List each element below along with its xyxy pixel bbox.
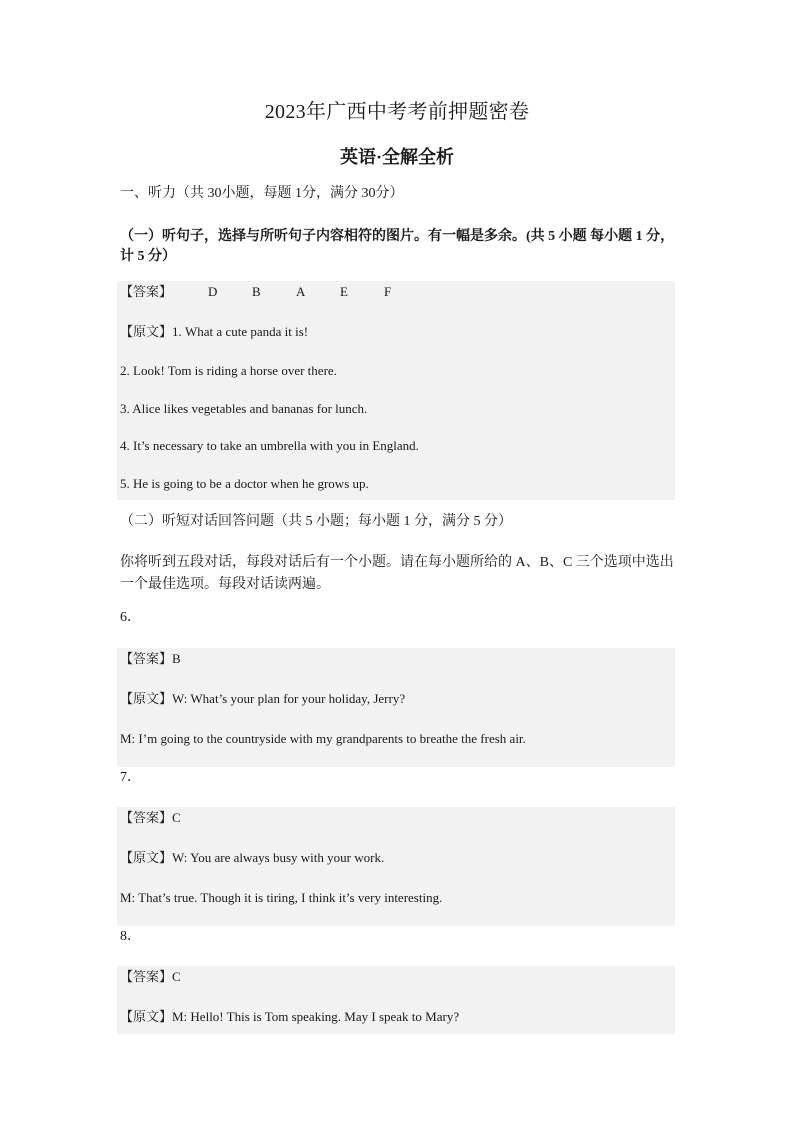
question-number: 6． <box>120 610 141 625</box>
part1-heading-line2: 计 5 分） <box>120 249 176 264</box>
transcript-line: 【原文】M: Hello! This is Tom speaking. May I speak to Mary? <box>120 1009 460 1024</box>
answer-block-1 <box>117 281 675 500</box>
part2-heading: （二）听短对话回答问题（共 5 小题；每小题 1 分，满分 5 分） <box>120 514 512 529</box>
transcript-line: M: I’m going to the countryside with my grandparents to breathe the fresh air. <box>120 731 526 746</box>
answer-letter: D <box>208 284 218 299</box>
answer-line: 【答案】B <box>120 651 181 666</box>
transcript-label: 【原文】 <box>120 324 173 339</box>
answer-line: 【答案】C <box>120 810 181 825</box>
page-subtitle: 英语·全解全析 <box>339 147 454 167</box>
page-title: 2023年广西中考考前押题密卷 <box>264 101 530 123</box>
transcript-line: 3. Alice likes vegetables and bananas for lunch. <box>120 401 368 416</box>
transcript-line <box>120 322 308 342</box>
answer-letter: A <box>296 284 306 299</box>
transcript-line: 【原文】W: What’s your plan for your holiday, Jerry? <box>120 691 406 706</box>
transcript-line: 2. Look! Tom is riding a horse over there. <box>120 363 337 378</box>
answer-letter: B <box>252 284 261 299</box>
answer-line: 【答案】C <box>120 969 181 984</box>
part1-heading-line1: （一）听句子，选择与所听句子内容相符的图片。有一幅是多余。(共 5 小题 每小题 1 分， <box>120 229 675 244</box>
answer-row <box>120 282 428 302</box>
part2-intro-line2: 一个最佳选项。每段对话读两遍。 <box>120 577 330 592</box>
section-heading: 一、听力（共 30小题，每题 1分，满分 30分） <box>120 186 404 201</box>
part2-intro-line1: 你将听到五段对话，每段对话后有一个小题。请在每小题所给的 A、B、C 三个选项中选出 <box>120 555 674 570</box>
transcript-line: M: That’s true. Though it is tiring, I think it’s very interesting. <box>120 890 443 905</box>
question-number: 7． <box>120 770 141 785</box>
transcript-line: 5. He is going to be a doctor when he grows up. <box>120 476 369 491</box>
answer-label: 【答案】 <box>120 284 173 299</box>
transcript-line: 【原文】W: You are always busy with your work. <box>120 850 385 865</box>
transcript-line: 4. It’s necessary to take an umbrella with you in England. <box>120 438 419 453</box>
answer-letter: E <box>340 284 348 299</box>
question-number: 8． <box>120 929 141 944</box>
transcript-text: 1. What a cute panda it is! <box>172 324 309 339</box>
answer-letter: F <box>384 284 392 299</box>
